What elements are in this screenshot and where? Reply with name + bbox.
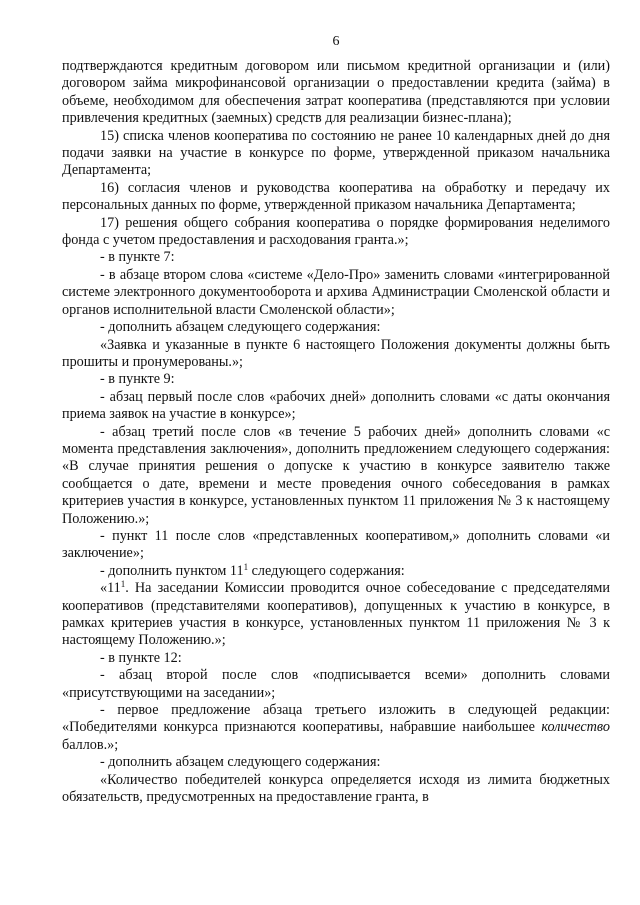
paragraph-item-15: 15) списка членов кооператива по состоянию не ранее 10 календарных дней до дня подачи заявки на участие в конкурсе по форме, утвержденной приказом начальника Департамента;	[62, 127, 610, 179]
paragraph-add-abzac-2: - дополнить абзацем следующего содержания:	[100, 754, 381, 771]
superscript: 1	[243, 561, 249, 572]
document-body	[62, 58, 610, 806]
text-fragment: . На заседании Комиссии проводится очное собеседование с председателями кооперативов (представителями кооперативов), допущенных к участию в конкурсе, в рамках критериев участия в конкурсе, установленных пунктом 11 приложения № 3 к настоящему Положению.»;	[62, 580, 610, 649]
paragraph-point-12-abzac-2: - абзац второй после слов «подписывается всеми» дополнить словами «присутствующими на заседании»;	[62, 667, 610, 701]
paragraph-add-point-11-1	[62, 563, 610, 580]
paragraph-point-12: - в пункте 12:	[100, 649, 182, 666]
paragraph-point-11: - пункт 11 после слов «представленных кооперативом,» дополнить словами «и заключение»;	[62, 527, 610, 562]
text-fragment: «11	[100, 580, 121, 597]
paragraph-point-9-abzac-1: - абзац первый после слов «рабочих дней» дополнить словами «с даты окончания приема заявок на участие в конкурсе»;	[62, 388, 610, 423]
paragraph-point-7: - в пункте 7:	[100, 249, 175, 266]
paragraph-continuation: подтверждаются кредитным договором или письмом кредитной организации и (или) договором займа микрофинансовой организации о предоставлении кредита (займа) в объеме, необходимом для обеспечения затрат кооператива (представляются при условии привлечения кредитных (заемных) средств для реализации бизнес-плана);	[62, 58, 610, 127]
paragraph-point-11-1-text	[62, 580, 610, 650]
page-number: 6	[332, 34, 340, 49]
document-page	[62, 0, 610, 905]
paragraph-quote-zayavka: «Заявка и указанные в пункте 6 настоящего Положения документы должны быть прошиты и пронумерованы.»;	[62, 336, 610, 370]
superscript: 1	[120, 579, 126, 590]
paragraph-point-9-abzac-3: - абзац третий после слов «в течение 5 рабочих дней» дополнить словами «с момента представления заключения», дополнить предложением следующего содержания: «В случае принятия решения о допуске к участию в конкурсе заявителю также сообщается о дате, времени и месте проведения очного собеседования в рамках критериев участия в конкурсе, установленных пунктом 11 приложения № 3 к настоящему Положению.»;	[62, 423, 610, 527]
text-fragment: - первое предложение абзаца третьего изложить в следующей редакции: «Победителями конкурса признаются кооперативы, набравшие наибольшее	[62, 702, 610, 736]
paragraph-point-12-abzac-3	[62, 702, 610, 754]
text-fragment: баллов.»;	[62, 736, 119, 753]
paragraph-item-16: 16) согласия членов и руководства кооператива на обработку и передачу их персональных данных по форме, утвержденной приказом начальника Департамента;	[62, 179, 610, 214]
text-fragment: - дополнить пунктом 11	[100, 562, 244, 579]
italic-word: количество	[541, 719, 610, 736]
paragraph-point-7-amend: - в абзаце втором слова «системе «Дело-Про» заменить словами «интегрированной системе электронного документооборота и архива Администрации Смоленской области и органов исполнительной власти Смоленской области»;	[62, 266, 610, 318]
paragraph-item-17: 17) решения общего собрания кооператива о порядке формирования неделимого фонда с учетом предоставления и расходования гранта.»;	[62, 214, 610, 249]
text-fragment: следующего содержания:	[248, 562, 405, 579]
paragraph-quote-kolichestvo: «Количество победителей конкурса определяется исходя из лимита бюджетных обязательств, предусмотренных на предоставление гранта, в	[62, 771, 610, 806]
paragraph-point-9: - в пункте 9:	[100, 371, 175, 388]
paragraph-add-abzac: - дополнить абзацем следующего содержания:	[100, 319, 381, 336]
